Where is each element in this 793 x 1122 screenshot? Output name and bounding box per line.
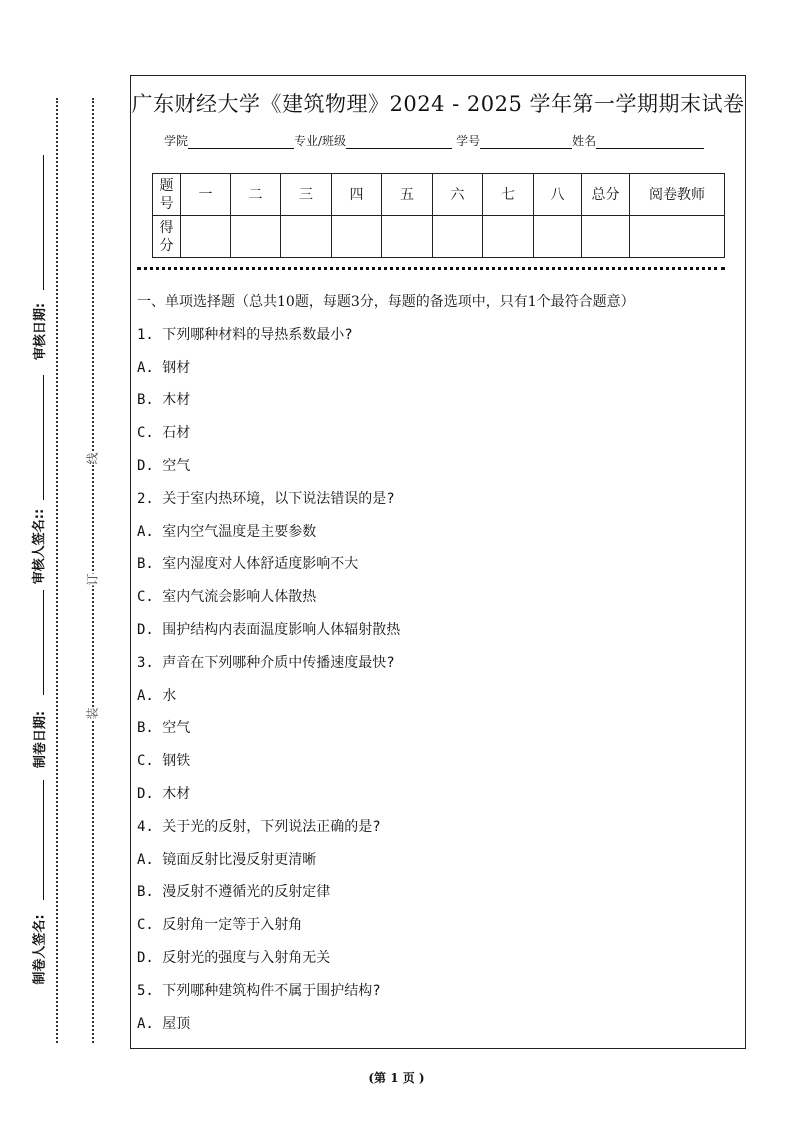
table-cell: 七 — [483, 174, 534, 216]
score-cell[interactable] — [483, 216, 534, 258]
page-title: 广东财经大学《建筑物理》2024 - 2025 学年第一学期期末试卷 — [131, 92, 745, 116]
score-cell[interactable] — [433, 216, 483, 258]
table-cell: 五 — [382, 174, 433, 216]
exam-frame — [130, 75, 746, 1049]
question-line: 4. 关于光的反射，下列说法正确的是? — [137, 818, 381, 835]
score-cell[interactable] — [630, 216, 725, 258]
question-line: C. 反射角一定等于入射角 — [137, 917, 303, 934]
score-cell[interactable] — [181, 216, 231, 258]
table-cell: 八 — [534, 174, 582, 216]
question-line: D. 围护结构内表面温度影响人体辐射散热 — [137, 621, 401, 638]
question-line: 5. 下列哪种建筑构件不属于围护结构? — [137, 982, 381, 999]
signature-line — [43, 375, 44, 500]
binding-dotted-line-outer — [56, 98, 58, 1043]
table-header-row — [153, 174, 725, 216]
question-line: C. 室内气流会影响人体散热 — [137, 589, 317, 606]
table-cell: 总分 — [582, 174, 630, 216]
table-cell: 一 — [181, 174, 231, 216]
table-cell: 阅卷教师 — [630, 174, 725, 216]
signature-line — [43, 590, 44, 695]
score-cell[interactable] — [231, 216, 281, 258]
question-line: B. 空气 — [137, 720, 191, 737]
score-cell[interactable] — [382, 216, 433, 258]
table-cell: 六 — [433, 174, 483, 216]
signature-line — [43, 780, 44, 900]
bind-mark-staple: 订 — [85, 573, 100, 586]
table-cell: 题号 — [153, 174, 181, 216]
page-number: (第 1 页 ) — [368, 1071, 425, 1085]
table-cell: 四 — [332, 174, 382, 216]
maker-signature-label: 制卷人签名: — [32, 914, 48, 985]
score-cell[interactable] — [534, 216, 582, 258]
question-line: 1. 下列哪种材料的导热系数最小? — [137, 326, 353, 343]
question-line: B. 木材 — [137, 392, 191, 409]
question-line: C. 钢铁 — [137, 753, 191, 770]
question-line: A. 室内空气温度是主要参数 — [137, 523, 317, 540]
bind-mark-bind: 装 — [85, 707, 100, 720]
table-cell: 得分 — [153, 216, 181, 258]
college-label: 学院 — [164, 134, 189, 148]
question-line: 3. 声音在下列哪种介质中传播速度最快? — [137, 654, 395, 671]
question-line: B. 漫反射不遵循光的反射定律 — [137, 884, 331, 901]
major-field[interactable] — [346, 135, 452, 149]
name-label: 姓名 — [572, 134, 597, 148]
question-line: 2. 关于室内热环境，以下说法错误的是? — [137, 490, 395, 507]
score-cell[interactable] — [281, 216, 332, 258]
question-line: C. 石材 — [137, 425, 191, 442]
review-date-label: 审核日期: — [33, 302, 49, 361]
reviewer-signature-label: 审核人签名:: — [32, 508, 48, 585]
name-field[interactable] — [596, 135, 704, 149]
bind-mark-line: 线 — [85, 452, 100, 465]
question-line: A. 水 — [137, 687, 177, 704]
score-cell[interactable] — [332, 216, 382, 258]
question-line: A. 屋顶 — [137, 1015, 191, 1032]
table-cell: 三 — [281, 174, 332, 216]
question-line: A. 镜面反射比漫反射更清晰 — [137, 851, 317, 868]
question-list — [137, 286, 635, 1040]
table-score-row — [153, 216, 725, 258]
question-line: D. 木材 — [137, 785, 191, 802]
table-cell: 二 — [231, 174, 281, 216]
id-field[interactable] — [480, 135, 572, 149]
binding-dotted-line-inner — [92, 98, 94, 1043]
score-cell[interactable] — [582, 216, 630, 258]
section-heading: 一、单项选择题（总共10题，每题3分，每题的备选项中，只有1个最符合题意） — [137, 294, 635, 310]
score-table — [152, 173, 725, 258]
question-line: D. 空气 — [137, 457, 191, 474]
make-date-label: 制卷日期: — [33, 710, 49, 769]
major-label: 专业/班级 — [294, 134, 347, 148]
id-label: 学号 — [456, 134, 481, 148]
dotted-divider — [137, 267, 725, 270]
student-info — [164, 132, 704, 149]
signature-line — [43, 155, 44, 290]
question-line: D. 反射光的强度与入射角无关 — [137, 949, 331, 966]
question-line: B. 室内湿度对人体舒适度影响不大 — [137, 556, 359, 573]
college-field[interactable] — [188, 135, 294, 149]
question-line: A. 钢材 — [137, 359, 191, 376]
